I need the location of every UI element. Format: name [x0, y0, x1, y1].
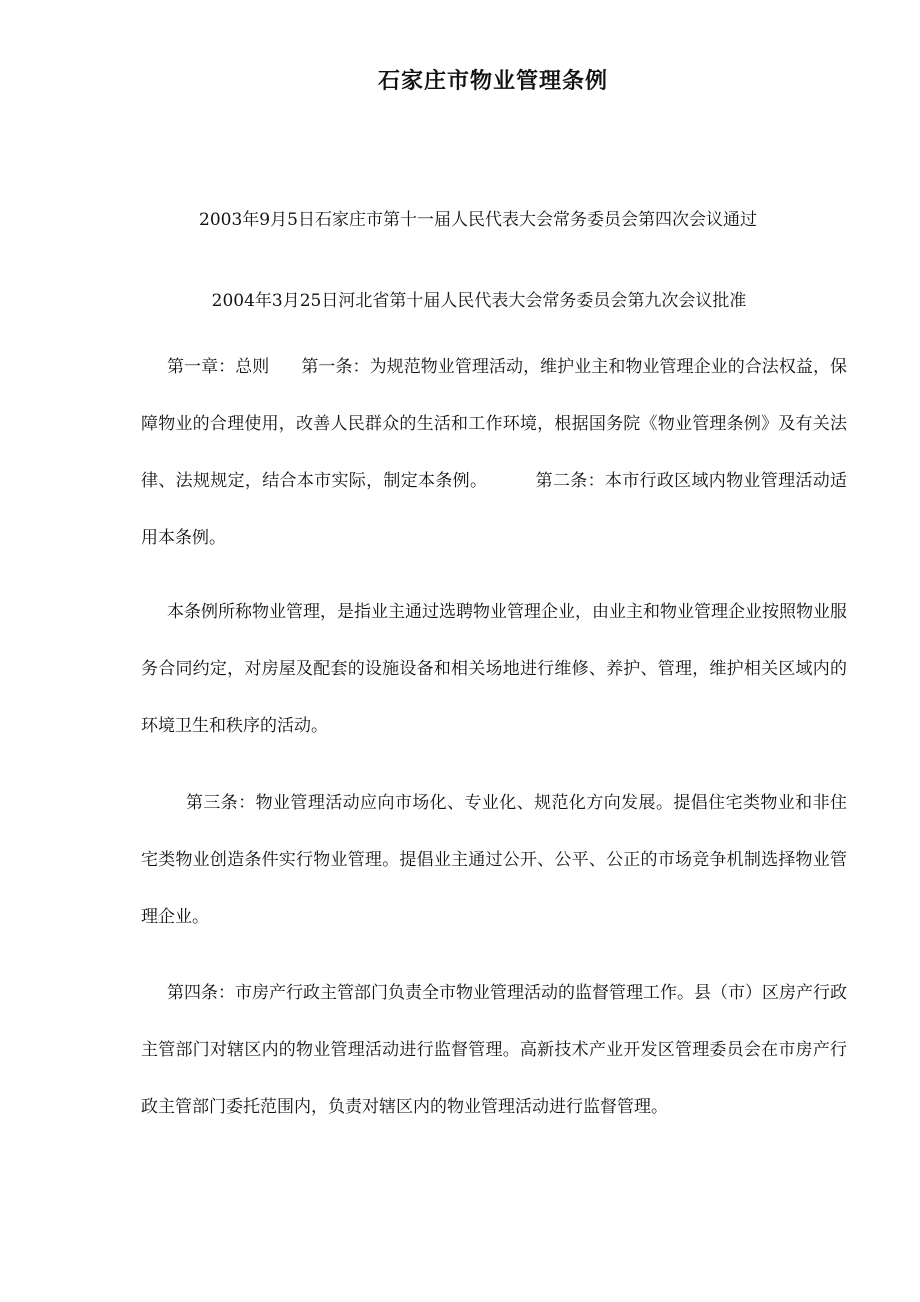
document-title: 石家庄市物业管理条例 [377, 69, 608, 94]
approval-note: 2004年3月25日河北省第十届人民代表大会常务委员会第九次会议批准 [211, 291, 747, 311]
paragraph-article-four: 第四条：市房产行政主管部门负责全市物业管理活动的监督管理工作。县（市）区房产行政主管部门对辖区内的物业管理活动进行监督管理。高新技术产业开发区管理委员会在市房产行政主管部门委托范围内，负责对辖区内的物业管理活动进行监督管理。 [141, 983, 847, 1117]
paragraph-chapter-one [141, 339, 847, 567]
paragraph-definition: 本条例所称物业管理，是指业主通过选聘物业管理企业，由业主和物业管理企业按照物业服务合同约定，对房屋及配套的设施设备和相关场地进行维修、养护、管理，维护相关区域内的环境卫生和秩序的活动。 [141, 602, 847, 736]
article-two: 第二条：本市行政区域内物业管理活动适用本条例。 [141, 471, 848, 548]
chapter-heading: 第一章：总则 [167, 357, 270, 377]
adoption-note: 2003年9月5日石家庄市第十一届人民代表大会常务委员会第四次会议通过 [199, 210, 757, 230]
paragraph-article-three: 第三条：物业管理活动应向市场化、专业化、规范化方向发展。提倡住宅类物业和非住宅类物业创造条件实行物业管理。提倡业主通过公开、公平、公正的市场竞争机制选择物业管理企业。 [141, 793, 847, 927]
article-one: 第一条：为规范物业管理活动，维护业主和物业管理企业的合法权益，保障物业的合理使用，改善人民群众的生活和工作环境，根据国务院《物业管理条例》及有关法律、法规规定，结合本市实际，制定本条例。 [141, 357, 848, 491]
